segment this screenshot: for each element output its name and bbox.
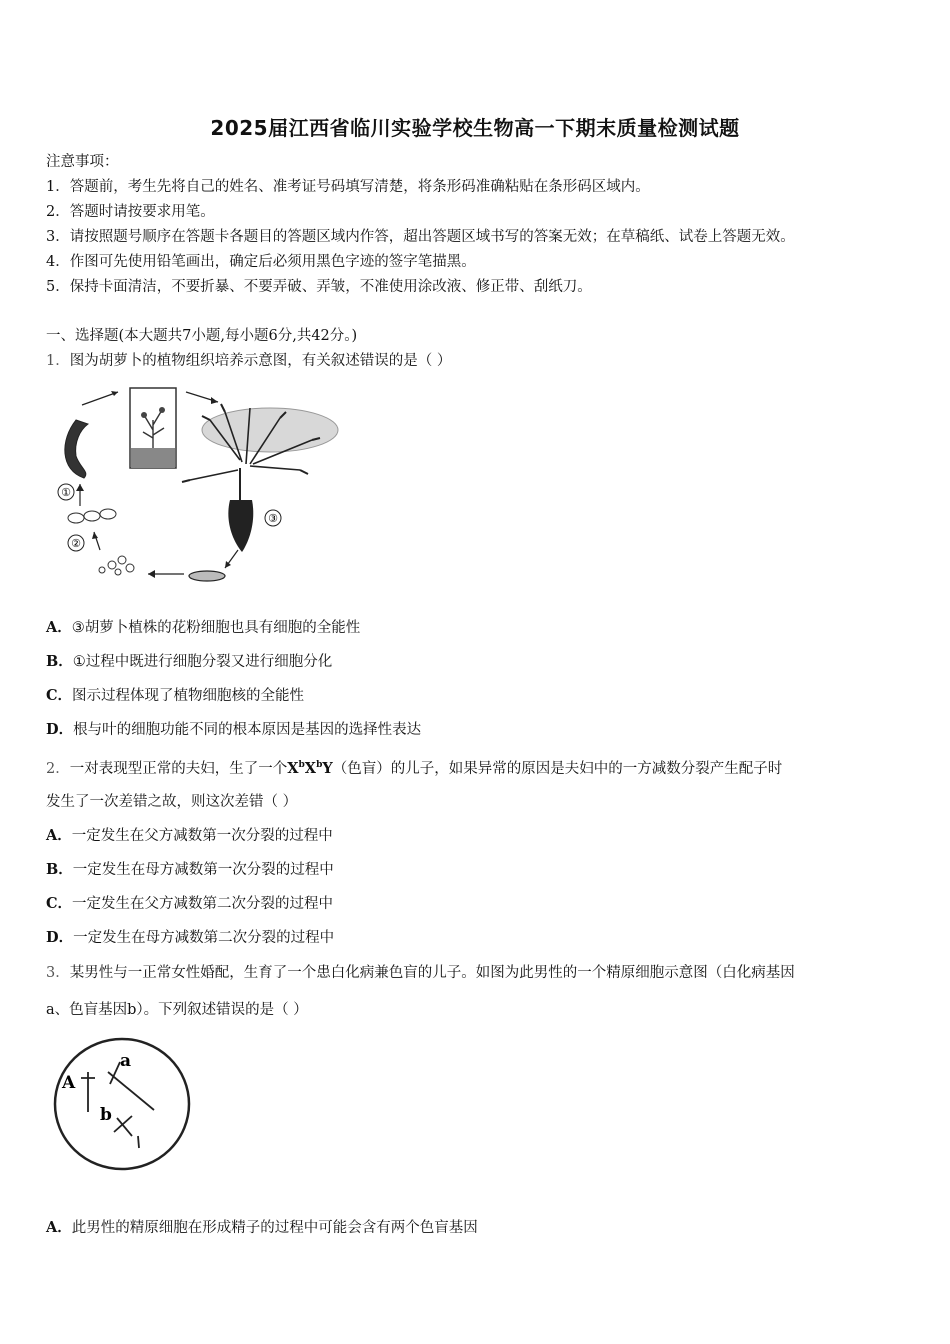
q3-option-a[interactable] (46, 1218, 478, 1238)
q1-number: 1． (46, 353, 70, 369)
q2-stem-line1 (46, 755, 782, 779)
label-2: ② (71, 537, 81, 550)
notice-heading: 注意事项： (46, 154, 119, 170)
q1-option-c-label: C． (46, 687, 73, 704)
q2-gene-y: Y (322, 759, 333, 777)
q3-stem-text: 某男性与一正常女性婚配，生育了一个患白化病兼色盲的儿子。如图为此男性的一个精原细胞示意图（白化病基因 (69, 965, 795, 981)
spermatogonium-figure (50, 1034, 195, 1176)
q1-option-a-label: A． (46, 619, 72, 636)
q2-gene-x2: X (304, 759, 317, 777)
q2-sup2: b (316, 760, 323, 770)
gene-label-a: a (120, 1051, 132, 1071)
q2-option-a-text: 一定发生在父方减数第一次分裂的过程中 (71, 828, 333, 844)
label-1: ① (61, 486, 71, 499)
page-title: 2025届江西省临川实验学校生物高一下期末质量检测试题 (210, 116, 740, 140)
q3-number: 3． (46, 965, 70, 981)
petri-dish (189, 571, 225, 581)
q3-stem-line2: a、色盲基因b）。下列叙述错误的是（ ） (46, 1002, 308, 1018)
q1-option-a-text: ③胡萝卜植株的花粉细胞也具有细胞的全能性 (71, 620, 361, 636)
q2-option-c-label: C． (46, 895, 73, 912)
q3-option-a-label: A． (46, 1219, 72, 1236)
q1-option-b-text: ①过程中既进行细胞分裂又进行细胞分化 (72, 654, 333, 670)
chromosome-b (114, 1116, 132, 1136)
section-heading: 一、选择题(本大题共7小题,每小题6分,共42分。) (46, 328, 358, 344)
notice-item-5: 5．保持卡面清洁，不要折暴、不要弄破、弄皱，不准使用涂改液、修正带、刮纸刀。 (46, 279, 592, 295)
q1-option-d-text: 根与叶的细胞功能不同的根本原因是基因的选择性表达 (73, 722, 422, 738)
q1-stem (46, 351, 451, 371)
q2-option-b-label: B． (46, 861, 73, 878)
q2-option-a[interactable] (46, 826, 333, 846)
q2-stem-a: 一对表现型正常的夫妇，生了一个 (69, 760, 288, 777)
q2-option-d-label: D． (46, 929, 74, 946)
q2-sup1: b (298, 760, 305, 770)
notice-item-1: 1．答题前，考生先将自己的姓名、准考证号码填写清楚，将条形码准确粘贴在条形码区域内。 (46, 179, 650, 195)
q2-stem-b: （色盲）的儿子，如果异常的原因是夫妇中的一方减数分裂产生配子时 (332, 760, 783, 777)
q2-option-c[interactable] (46, 894, 333, 914)
q2-gene-x1: X (287, 759, 299, 777)
gene-label-A: A (62, 1073, 76, 1093)
carrot-tissue-culture-figure (50, 380, 340, 590)
q2-stem-line2: 发生了一次差错之故，则这次差错（ ） (46, 794, 298, 810)
q1-option-c-text: 图示过程体现了植物细胞核的全能性 (72, 688, 305, 704)
arrow-to-tube (82, 392, 118, 405)
q1-option-c[interactable] (46, 686, 304, 706)
q2-option-a-label: A． (46, 827, 72, 844)
q1-option-a[interactable] (46, 618, 360, 638)
q2-option-c-text: 一定发生在父方减数第二次分裂的过程中 (72, 896, 334, 912)
q2-option-b-text: 一定发生在母方减数第一次分裂的过程中 (72, 862, 334, 878)
q3-option-a-text: 此男性的精原细胞在形成精子的过程中可能会含有两个色盲基因 (71, 1220, 478, 1236)
q2-option-d[interactable] (46, 928, 334, 948)
q1-option-b-label: B． (46, 653, 73, 670)
q2-option-b[interactable] (46, 860, 334, 880)
gene-label-b: b (100, 1105, 112, 1125)
chromosome-A (81, 1072, 95, 1112)
chromosome-y (138, 1136, 139, 1148)
q1-option-b[interactable] (46, 652, 332, 672)
q1-stem-text: 图为胡萝卜的植物组织培养示意图，有关叙述错误的是（ ） (69, 353, 452, 369)
q1-option-d[interactable] (46, 720, 421, 740)
notice-item-2: 2．答题时请按要求用笔。 (46, 204, 215, 220)
q2-number: 2． (46, 760, 70, 777)
umbel-flowers (202, 408, 338, 452)
notice-item-3: 3．请按照题号顺序在答题卡各题目的答题区域内作答，超出答题区域书写的答案无效；在草稿纸、试卷上答题无效。 (46, 229, 795, 245)
q2-option-d-text: 一定发生在母方减数第二次分裂的过程中 (73, 930, 335, 946)
q3-stem-line1 (46, 963, 795, 983)
label-3: ③ (268, 512, 278, 525)
carrot-root (228, 500, 253, 552)
q1-option-d-label: D． (46, 721, 74, 738)
callus-shape (65, 420, 88, 478)
notice-item-4: 4．作图可先使用铅笔画出，确定后必须用黑色字迹的签字笔描黑。 (46, 254, 476, 270)
